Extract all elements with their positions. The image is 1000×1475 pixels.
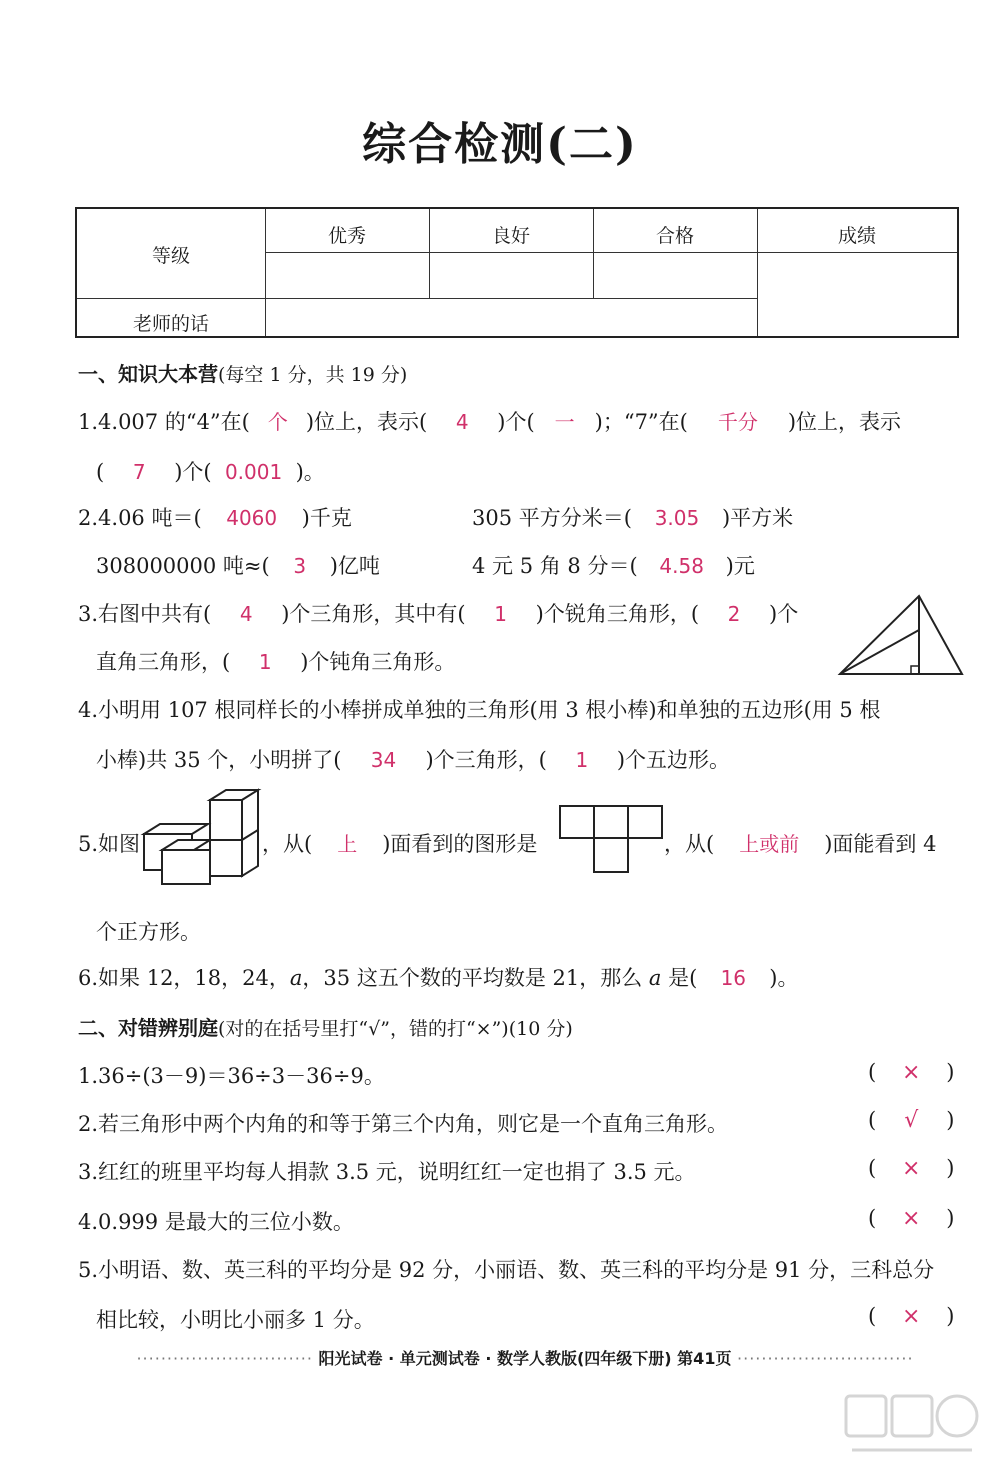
col-pass: 合格 bbox=[655, 225, 694, 247]
answer-bracket: ( × ) bbox=[868, 1060, 955, 1085]
judge-item-3: 3.红红的班里平均每人捐款 3.5 元，说明红红一定也捐了 3.5 元。 bbox=[78, 1160, 696, 1184]
section2-heading: 二、对错辨别庭(对的在括号里打“√”，错的打“×”)(10 分) bbox=[78, 1016, 573, 1040]
page-footer: ····························· 阳光试卷 · 单元测试卷 · 数学人教版(四年级下册) 第41页 ····························· bbox=[136, 1349, 914, 1368]
judge-item-4: 4.0.999 是最大的三位小数。 bbox=[78, 1210, 354, 1234]
q5-mid: ，从( 上 )面看到的图形是 bbox=[262, 832, 538, 856]
q1-line1: 1.4.007 的“4”在( 个 )位上，表示( 4 )个( 一 )；“7”在( 千分 )位上，表示 bbox=[78, 406, 901, 436]
teacher-comment-label: 老师的话 bbox=[132, 313, 209, 335]
col-good: 良好 bbox=[491, 225, 530, 247]
q3-line2: 直角三角形，( 1 )个钝角三角形。 bbox=[96, 650, 456, 674]
q2-left2: 308000000 吨≈( 3 )亿吨 bbox=[96, 554, 380, 578]
answer: 一 bbox=[554, 410, 575, 434]
judge-mark: × bbox=[901, 1304, 921, 1329]
answer-bracket: ( × ) bbox=[868, 1156, 955, 1181]
answer-bracket: ( √ ) bbox=[868, 1108, 955, 1133]
q5-label: 5.如图 bbox=[78, 832, 141, 856]
answer: 千分 bbox=[717, 410, 758, 434]
judge-mark: × bbox=[901, 1060, 921, 1085]
q2-right2: 4 元 5 角 8 分＝( 4.58 )元 bbox=[472, 554, 755, 578]
answer: 4 bbox=[455, 410, 469, 434]
judge-mark: × bbox=[901, 1156, 921, 1181]
watermark-logo bbox=[842, 1390, 982, 1465]
col-score: 成绩 bbox=[837, 225, 876, 247]
q4-line1: 4.小明用 107 根同样长的小棒拼成单独的三角形(用 3 根小棒)和单独的五边形(用 5 根 bbox=[78, 698, 881, 722]
judge-mark: × bbox=[901, 1206, 921, 1231]
answer: 4060 bbox=[226, 506, 278, 530]
q1-line2: ( 7 )个( 0.001 )。 bbox=[96, 460, 325, 484]
answer: 个 bbox=[267, 410, 288, 434]
answer: 3 bbox=[293, 554, 307, 578]
triangle-figure bbox=[836, 592, 966, 678]
top-view-figure bbox=[558, 804, 664, 874]
q5-right: ，从( 上或前 )面能看到 4 bbox=[664, 832, 937, 856]
q6-line: 6.如果 12，18，24，a，35 这五个数的平均数是 21，那么 a 是( 16 )。 bbox=[78, 966, 799, 990]
grade-table bbox=[75, 207, 959, 338]
q2-right1: 305 平方分米＝( 3.05 )平方米 bbox=[472, 506, 794, 530]
judge-item-2: 2.若三角形中两个内角的和等于第三个内角，则它是一个直角三角形。 bbox=[78, 1112, 729, 1136]
q4-line2: 小棒)共 35 个，小明拼了( 34 )个三角形，( 1 )个五边形。 bbox=[96, 748, 731, 772]
answer: 3.05 bbox=[654, 506, 700, 530]
answer: 7 bbox=[132, 460, 146, 484]
q2-left1: 2.4.06 吨＝( 4060 )千克 bbox=[78, 506, 352, 530]
answer: 4.58 bbox=[659, 554, 704, 578]
judge-mark: √ bbox=[904, 1108, 919, 1133]
cube-stack-figure bbox=[140, 788, 262, 888]
q3-line1: 3.右图中共有( 4 )个三角形，其中有( 1 )个锐角三角形，( 2 )个 bbox=[78, 602, 799, 626]
q5-line2: 个正方形。 bbox=[96, 920, 201, 944]
judge-item-5: 5.小明语、数、英三科的平均分是 92 分，小丽语、数、英三科的平均分是 91 分，三科总分 bbox=[78, 1258, 935, 1282]
grade-row-label: 等级 bbox=[151, 245, 190, 267]
answer: 0.001 bbox=[224, 460, 283, 484]
col-excellent: 优秀 bbox=[327, 225, 366, 247]
page-title: 综合检测(二) bbox=[362, 119, 638, 170]
answer-bracket: ( × ) bbox=[868, 1304, 955, 1329]
section1-heading: 一、知识大本营(每空 1 分，共 19 分) bbox=[78, 362, 408, 386]
judge-item-5-cont: 相比较，小明比小丽多 1 分。 bbox=[96, 1308, 375, 1332]
judge-item-1: 1.36÷(3－9)＝36÷3－36÷9。 bbox=[78, 1064, 385, 1088]
answer-bracket: ( × ) bbox=[868, 1206, 955, 1231]
